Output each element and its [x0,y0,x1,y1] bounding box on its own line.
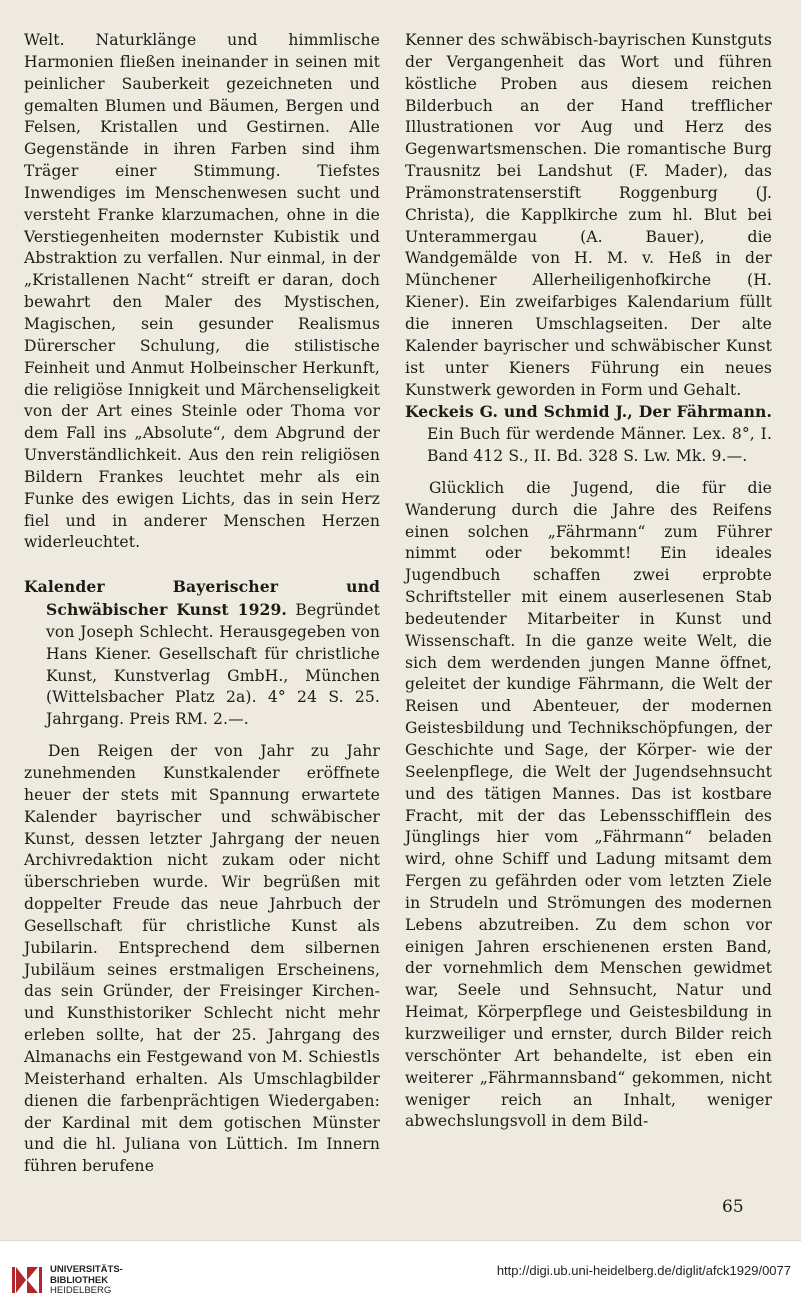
entry-title: Kalender Bayerischer und Schwäbischer Kunst 1929. [24,577,380,620]
bibliographic-entry-kalender [24,576,380,731]
left-column [24,30,380,1178]
paragraph-continuation: Kenner des schwäbisch-bayrischen Kunstguts der Vergangenheit das Wort und führen köstliche Proben aus diesem reichen Bilderbuch an der Hand trefflicher Illustrationen vor Aug und Herz des Gegenwartsmenschen. Die romantische Burg Trausnitz bei Landshut (F. Mader), das Prämonstratenserstift Roggenburg (J. Christa), die Kapplkirche zum hl. Blut bei Unterammergau (A. Bauer), die Wandgemälde von H. M. v. Heß in der Münchener Allerheiligenhofkirche (H. Kiener). Ein zweifarbiges Kalendarium füllt die inneren Umschlagseiten. Der alte Kalender bayrischer und schwäbischer Kunst ist unter Kieners Führung ein neues Kunstwerk geworden in Form und Gehalt. [405,31,772,399]
page-number: 65 [722,1197,744,1217]
paragraph-review: Glücklich die Jugend, die für die Wanderung durch die Jahre des Reifens einen solchen „Fährmann“ zum Führer nimmt oder bekommt! Ein ideales Jugendbuch schaffen zwei erprobte Schriftsteller mit einem auserlesenen Stab bedeutender Mitarbeiter in Kunst und Wissenschaft. In die ganze weite Welt, die sich dem werdenden jungen Manne öffnet, geleitet der kundige Fährmann, die Welt der Reisen und Abenteuer, der modernen Geistesbildung und Technikschöpfungen, der Geschichte und Sage, der Körper- wie der Seelenpflege, die Welt der Jugendsehnsucht und des tätigen Mannes. Das ist kostbare Fracht, mit der das Lebensschifflein des Jünglings hier vom „Fährmann“ beladen wird, ohne Schiff und Ladung mitsamt dem Fergen zu gefährden oder vom letzten Ziele in Strudeln und Strömungen des modernen Lebens abzutreiben. Zu dem schon vor einigen Jahren erschienenen ersten Band, der vornehmlich dem Menschen gewidmet war, Seele und Sehnsucht, Natur und Heimat, Körperpflege und Geistesbildung in kurzweiliger und ernster, durch Bilder reich verschönter Art behandelte, ist eben ein weiterer „Fährmannsband“ gekommen, nicht weniger reich an Inhalt, weniger abwechslungsvoll in dem Bild- [405,478,772,1131]
bibliographic-entry-faehrmann [405,401,772,468]
entry-details: Begründet von Joseph Schlecht. Herausgegeben von Hans Kiener. Gesellschaft für christliche Kunst, Kunstverlag GmbH., München (Wittelsbacher Platz 2a). 4° 24 S. 25. Jahrgang. Preis RM. 2.—. [46,601,380,729]
entry-title: Keckeis G. und Schmid J., Der Fährmann. [405,402,772,422]
university-library-logo-icon [10,1263,44,1297]
entry-details: Ein Buch für werdende Männer. Lex. 8°, I. Band 412 S., II. Bd. 328 S. Lw. Mk. 9.—. [427,425,772,466]
library-name: UNIVERSITÄTS- BIBLIOTHEK HEIDELBERG [50,1264,123,1296]
source-url-link[interactable]: http://digi.ub.uni-heidelberg.de/diglit/afck1929/0077 [496,1263,791,1278]
footer-bar [0,1240,801,1313]
paragraph-continuation: Welt. Naturklänge und himmlische Harmonien fließen ineinander in seinen mit peinlicher Sauberkeit gezeichneten und gemalten Blumen und Bäumen, Bergen und Felsen, Kristallen und Gestirnen. Alle Gegenstände in ihren Farben sind ihm Träger einer Stimmung. Tiefstes Inwendiges im Menschenwesen sucht und versteht Franke klarzumachen, ohne in die Verstiegenheiten modernster Kubistik und Abstraktion zu verfallen. Nur einmal, in der „Kristallenen Nacht“ streift er daran, doch bewahrt den Maler des Mystischen, Magischen, sein gesunder Realismus Dürerscher Schulung, die stilistische Feinheit und Anmut Holbeinscher Herkunft, die religiöse Innigkeit und Märchenseligkeit von der Art eines Steinle oder Thoma vor dem Fall ins „Absolute“, dem Abgrund der Unverständlichkeit. Aus den rein religiösen Bildern Frankes leuchtet mehr als ein Funke des ewigen Lichts, das in sein Herz fiel und in anderer Menschen Herzen widerleuchtet. [24,31,380,552]
right-column [405,30,772,1133]
paragraph-review: Den Reigen der von Jahr zu Jahr zunehmenden Kunstkalender eröffnete heuer der stets mit Spannung erwartete Kalender bayrischer und schwäbischer Kunst, dessen letzter Jahrgang der neuen Archivredaktion nicht zukam oder nicht überschrieben wurde. Wir begrüßen mit doppelter Freude das neue Jahrbuch der Gesellschaft für christliche Kunst als Jubilarin. Entsprechend dem silbernen Jubiläum seines erstmaligen Erscheinens, das sein Gründer, der Freisinger Kirchen- und Kunsthistoriker Schlecht nicht mehr erleben sollte, hat der 25. Jahrgang des Almanachs ein Festgewand von M. Schiestls Meisterhand erhalten. Als Umschlagbilder dienen die farbenprächtigen Wiedergaben: der Kardinal mit dem gotischen Münster und die hl. Juliana von Lüttich. Im Innern führen berufene [24,742,380,1176]
